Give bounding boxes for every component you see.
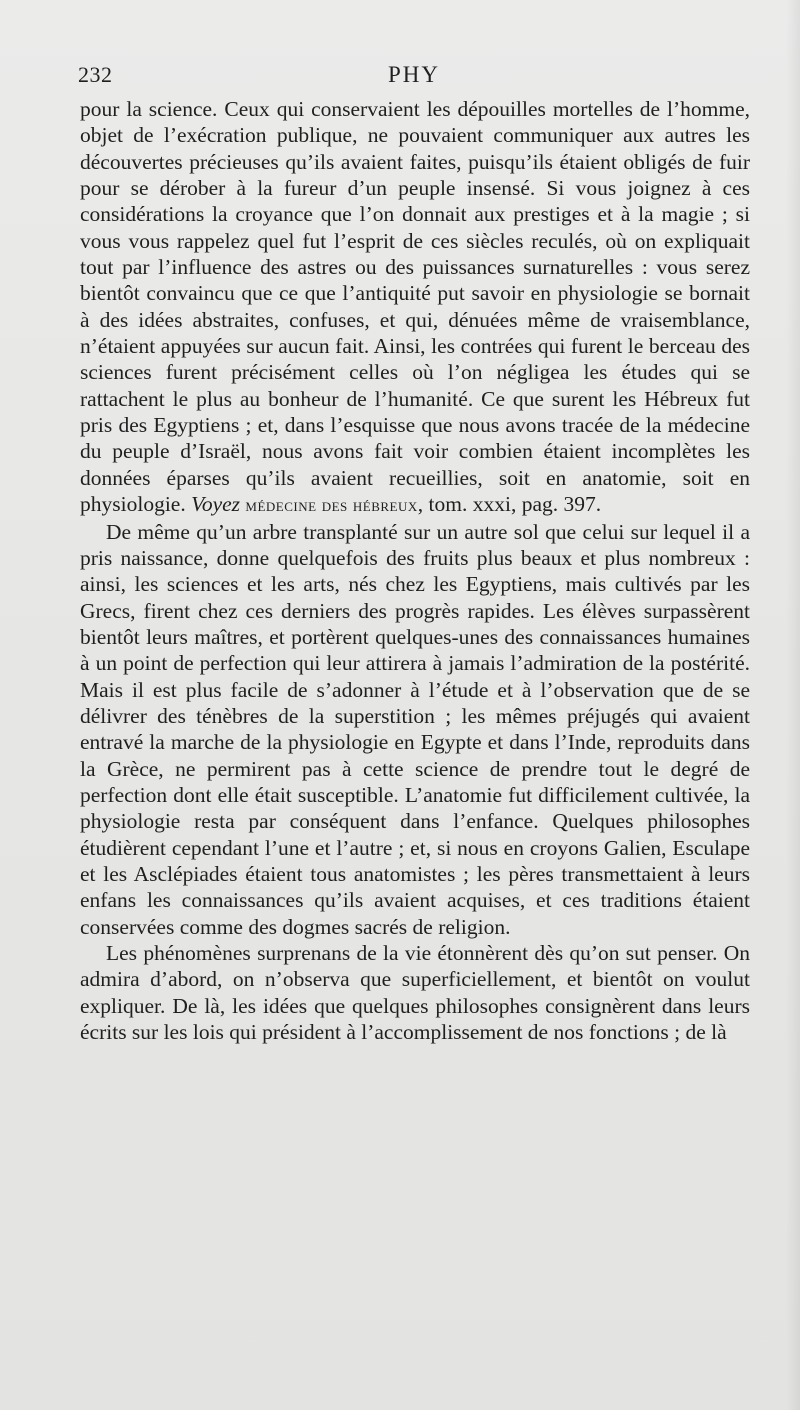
cross-reference-title: médecine des hébreux [245,495,418,516]
body-text [80,96,750,1045]
paragraph-1 [80,96,750,519]
see-reference-word: Voyez [191,492,241,517]
paragraph-3: Les phénomènes surprenans de la vie étonnèrent dès qu’on sut penser. On admira d’abord, on n’observa que superficiellement, et bientôt on voulut expliquer. De là, les idées que quelques philosophes consignèrent dans leurs écrits sur les lois qui président à l’accomplissement de nos fonctions ; de là [80,941,750,1045]
page-number: 232 [78,62,113,87]
running-title: PHY [387,62,440,87]
page-edge-shadow [786,0,800,1410]
running-head [78,62,750,92]
paragraph-1-text: pour la science. Ceux qui conservaient les dépouilles mortelles de l’homme, objet de l’exécration publique, ne pouvaient communiquer aux autres les découvertes précieuses qu’ils avaient faites, puisqu’ils étaient obligés de fuir pour se dérober à la fureur d’un peuple insensé. Si vous joignez à ces considérations la croyance que l’on donnait aux prestiges et à la magie ; si vous vous rappelez quel fut l’esprit de ces siècles reculés, où on expliquait tout par l’influence des astres ou des puissances surnaturelles : vous serez bientôt convaincu que ce que l’antiquité put savoir en physiologie se bornait à des idées abstraites, confuses, et qui, dénuées même de vraisemblance, n’étaient appuyées sur aucun fait. Ainsi, les contrées qui furent le berceau des sciences furent précisément celles où l’on négligea les études qui se rattachent le plus au bonheur de l’humanité. Ce que surent les Hébreux fut pris des Egyptiens ; et, dans l’esquisse que nous avons tracée de la médecine du peuple d’Israël, nous avons fait voir combien étaient incomplètes les données éparses qu’ils avaient recueillies, soit en anatomie, soit en physiologie. [80,97,750,517]
cross-reference-location: , tom. xxxi, pag. 397. [417,492,602,517]
paragraph-2: De même qu’un arbre transplanté sur un autre sol que celui sur lequel il a pris naissance, donne quelquefois des fruits plus beaux et plus nombreux : ainsi, les sciences et les arts, nés chez les Egyptiens, mais cultivés par les Grecs, firent chez ces derniers des progrès rapides. Les élèves surpassèrent bientôt leurs maîtres, et portèrent quelques-unes des connaissances humaines à un point de perfection qui leur attirera à jamais l’admiration de la postérité. Mais il est plus facile de s’adonner à l’étude et à l’observation que de se délivrer des ténèbres de la superstition ; les mêmes préjugés qui avaient entravé la marche de la physiologie en Egypte et dans l’Inde, reproduits dans la Grèce, ne permirent pas à cette science de prendre tout le degré de perfection dont elle était susceptible. L’anatomie fut difficilement cultivée, la physiologie resta par conséquent dans l’enfance. Quelques philosophes étudièrent cependant l’une et l’autre ; et, si nous en croyons Galien, Esculape et les Asclépiades étaient tous anatomistes ; les pères transmettaient à leurs enfans les connaissances qu’ils avaient acquises, et ces traditions étaient conservées comme des dogmes sacrés de religion. [80,519,750,939]
